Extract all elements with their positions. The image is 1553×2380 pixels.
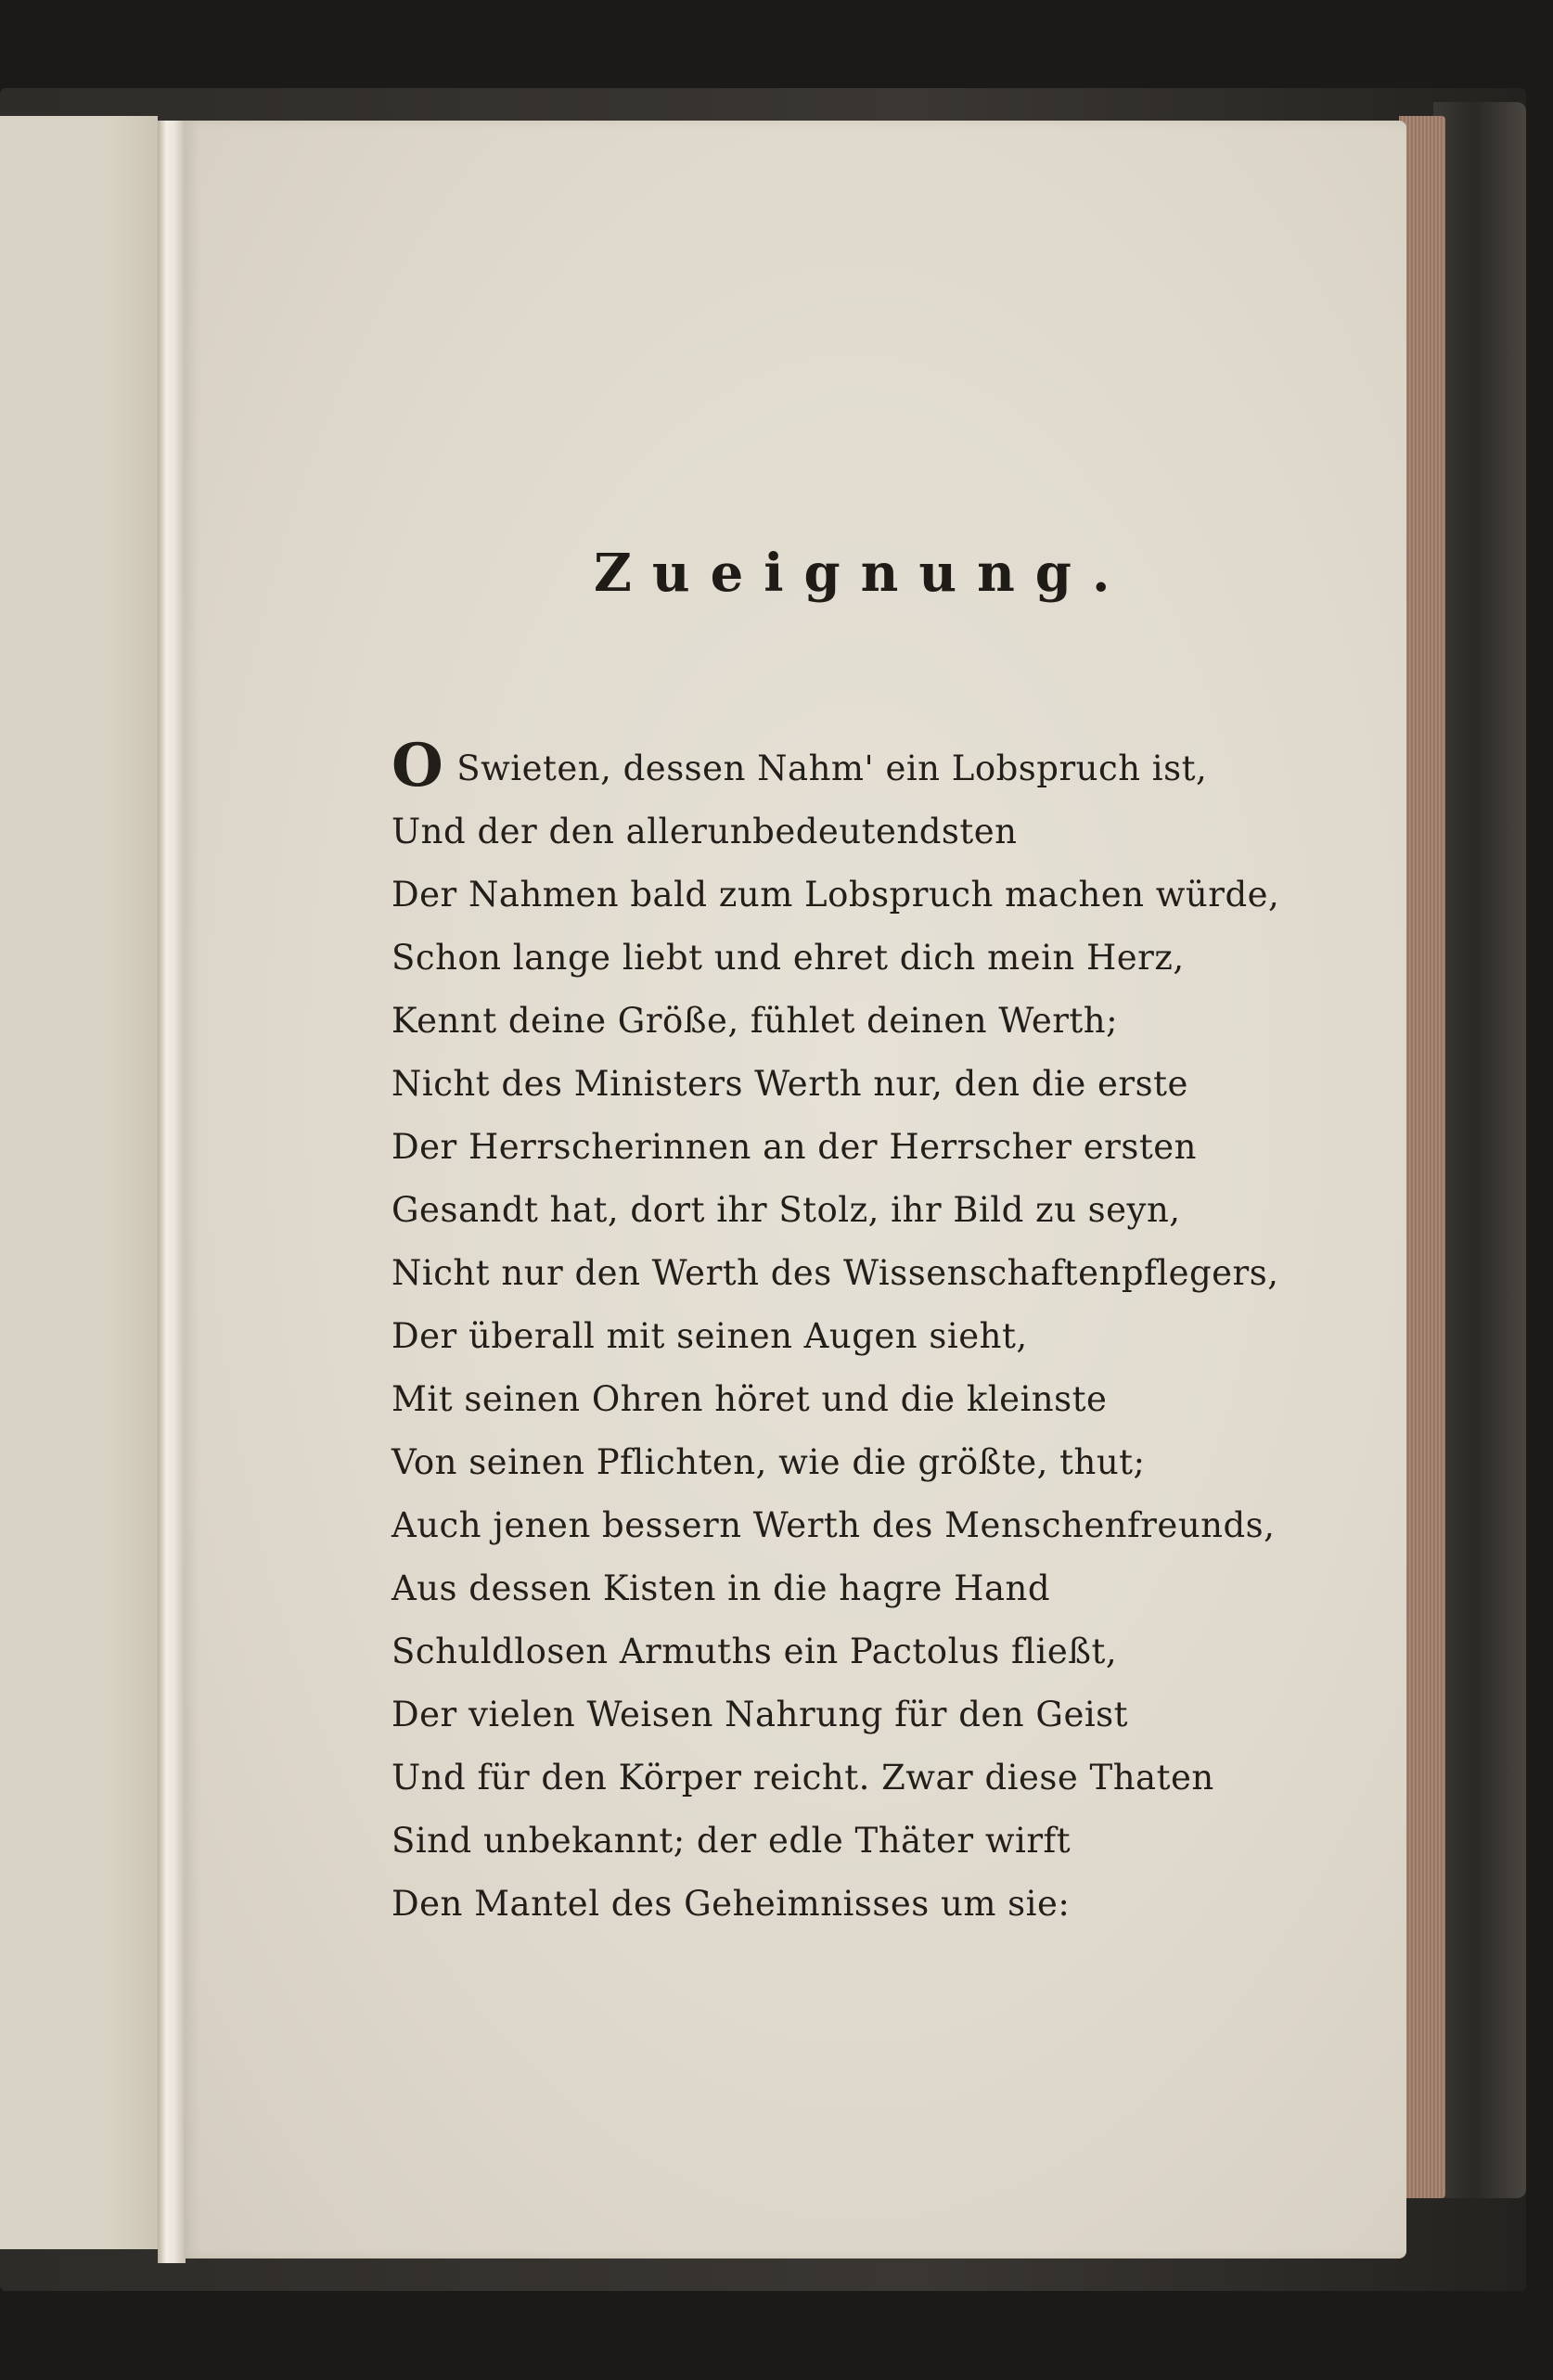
poem-line: Der vielen Weisen Nahrung für den Geist xyxy=(391,1695,1129,1734)
book-back-cover-edge xyxy=(1433,102,1526,2198)
poem-line-1-text: Swieten, dessen Nahm' ein Lobspruch ist, xyxy=(456,749,1208,788)
poem-line: Und für den Körper reicht. Zwar diese Thaten xyxy=(391,1758,1214,1798)
poem-line: Kennt deine Größe, fühlet deinen Werth; xyxy=(391,1001,1119,1041)
poem-line-1 xyxy=(391,731,1279,800)
poem-line: Der überall mit seinen Augen sieht, xyxy=(391,1316,1028,1356)
book-gutter xyxy=(158,121,186,2263)
poem-line: Der Herrscherinnen an der Herrscher ersten xyxy=(391,1127,1197,1167)
poem-line: Schon lange liebt und ehret dich mein Herz, xyxy=(391,938,1185,978)
left-page xyxy=(0,116,158,2249)
poem-line: Schuldlosen Armuths ein Pactolus fließt, xyxy=(391,1631,1118,1671)
poem-line: Und der den allerunbedeutendsten xyxy=(391,812,1018,851)
poem-line: Auch jenen bessern Werth des Menschenfreunds, xyxy=(391,1505,1276,1545)
poem-line: Von seinen Pflichten, wie die größte, thut; xyxy=(391,1442,1146,1482)
poem-line: Der Nahmen bald zum Lobspruch machen würde, xyxy=(391,875,1280,915)
poem-line: Den Mantel des Geheimnisses um sie: xyxy=(391,1884,1071,1924)
poem-line: Aus dessen Kisten in die hagre Hand xyxy=(391,1568,1051,1608)
drop-initial: O xyxy=(391,731,444,800)
poem-line: Mit seinen Ohren höret und die kleinste xyxy=(391,1379,1108,1419)
poem-text xyxy=(391,731,1280,1936)
page-title: Zueignung. xyxy=(594,543,1131,604)
poem-line: Nicht nur den Werth des Wissenschaftenpflegers, xyxy=(391,1253,1279,1293)
poem-line: Nicht des Ministers Werth nur, den die erste xyxy=(391,1064,1188,1104)
poem-line: Gesandt hat, dort ihr Stolz, ihr Bild zu seyn, xyxy=(391,1190,1181,1230)
poem-line: Sind unbekannt; der edle Thäter wirft xyxy=(391,1821,1072,1861)
